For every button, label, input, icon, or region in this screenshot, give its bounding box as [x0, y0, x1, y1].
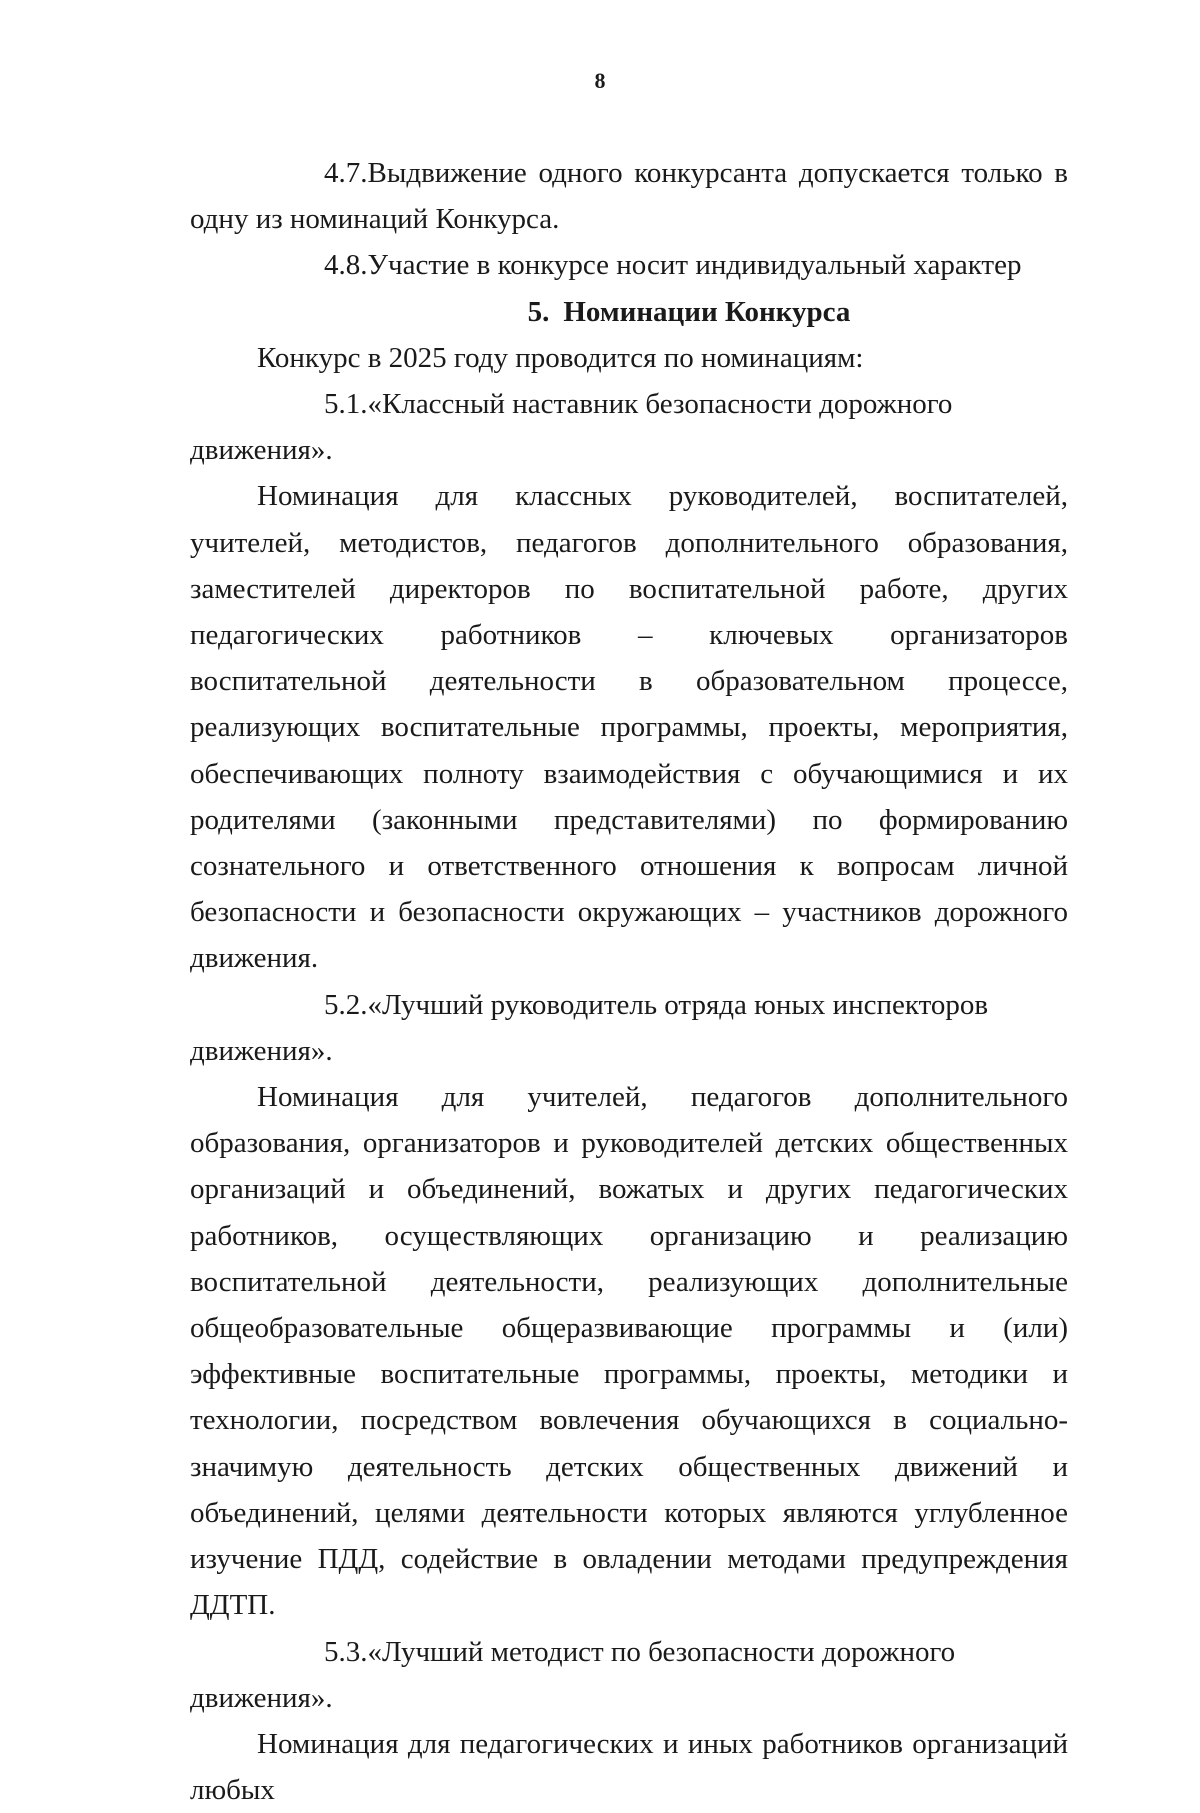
nomination-5-2-title [190, 982, 1068, 1074]
nomination-title: «Классный наставник безопасности дорожного движения». [190, 388, 953, 467]
section-number: 5. [527, 295, 550, 328]
section-title: Номинации Конкурса [563, 295, 851, 328]
page-number: 8 [594, 68, 606, 93]
nomination-number: 5.1. [324, 388, 368, 421]
clause-number: 4.8. [324, 249, 368, 282]
nomination-5-1-title [190, 381, 1068, 473]
section-intro: Конкурс в 2025 году проводится по номинациям: [257, 341, 864, 374]
nomination-title: «Лучший руководитель отряда юных инспекторов движения». [190, 988, 989, 1067]
nomination-5-3-description: Номинация для педагогических и иных работников организаций любых [190, 1727, 1068, 1807]
nomination-5-3-title [190, 1629, 1068, 1721]
clause-number: 4.7. [324, 157, 368, 189]
nomination-title: «Лучший методист по безопасности дорожного движения». [190, 1635, 956, 1714]
document-body [190, 150, 1068, 1813]
nomination-number: 5.3. [324, 1635, 368, 1668]
nomination-5-2-description: Номинация для учителей, педагогов дополнительного образования, организаторов и руководителей детских общественных организаций и объединений, вожатых и других педагогических работников, осуществляющих организацию и реализацию воспитательной деятельности, реализующих дополнительные общеобразовательные общеразвивающие программы и (или) эффективные воспитательные программы, проекты, методики и технологии, посредством вовлечения обучающихся в социально-значимую деятельность детских общественных движений и объединений, целями деятельности которых являются углубленное изучение ПДД, содействие в овладении методами предупреждения ДДТП. [190, 1081, 1068, 1622]
clause-text: Выдвижение одного конкурсанта допускается только в одну из номинаций Конкурса. [190, 157, 1068, 236]
section-heading [190, 289, 1068, 335]
clause-4-8 [190, 242, 1068, 288]
clause-4-7 [190, 150, 1068, 242]
nomination-5-1-description: Номинация для классных руководителей, воспитателей, учителей, методистов, педагогов дополнительного образования, заместителей директоров по воспитательной работе, других педагогических работников – ключевых организаторов воспитательной деятельности в образовательном процессе, реализующих воспитательные программы, проекты, мероприятия, обеспечивающих полноту взаимодействия с обучающимися и их родителями (законными представителями) по формированию сознательного и ответственного отношения к вопросам личной безопасности и безопасности окружающих – участников дорожного движения. [190, 480, 1068, 975]
clause-text: Участие в конкурсе носит индивидуальный характер [367, 249, 1022, 282]
nomination-number: 5.2. [324, 988, 368, 1021]
